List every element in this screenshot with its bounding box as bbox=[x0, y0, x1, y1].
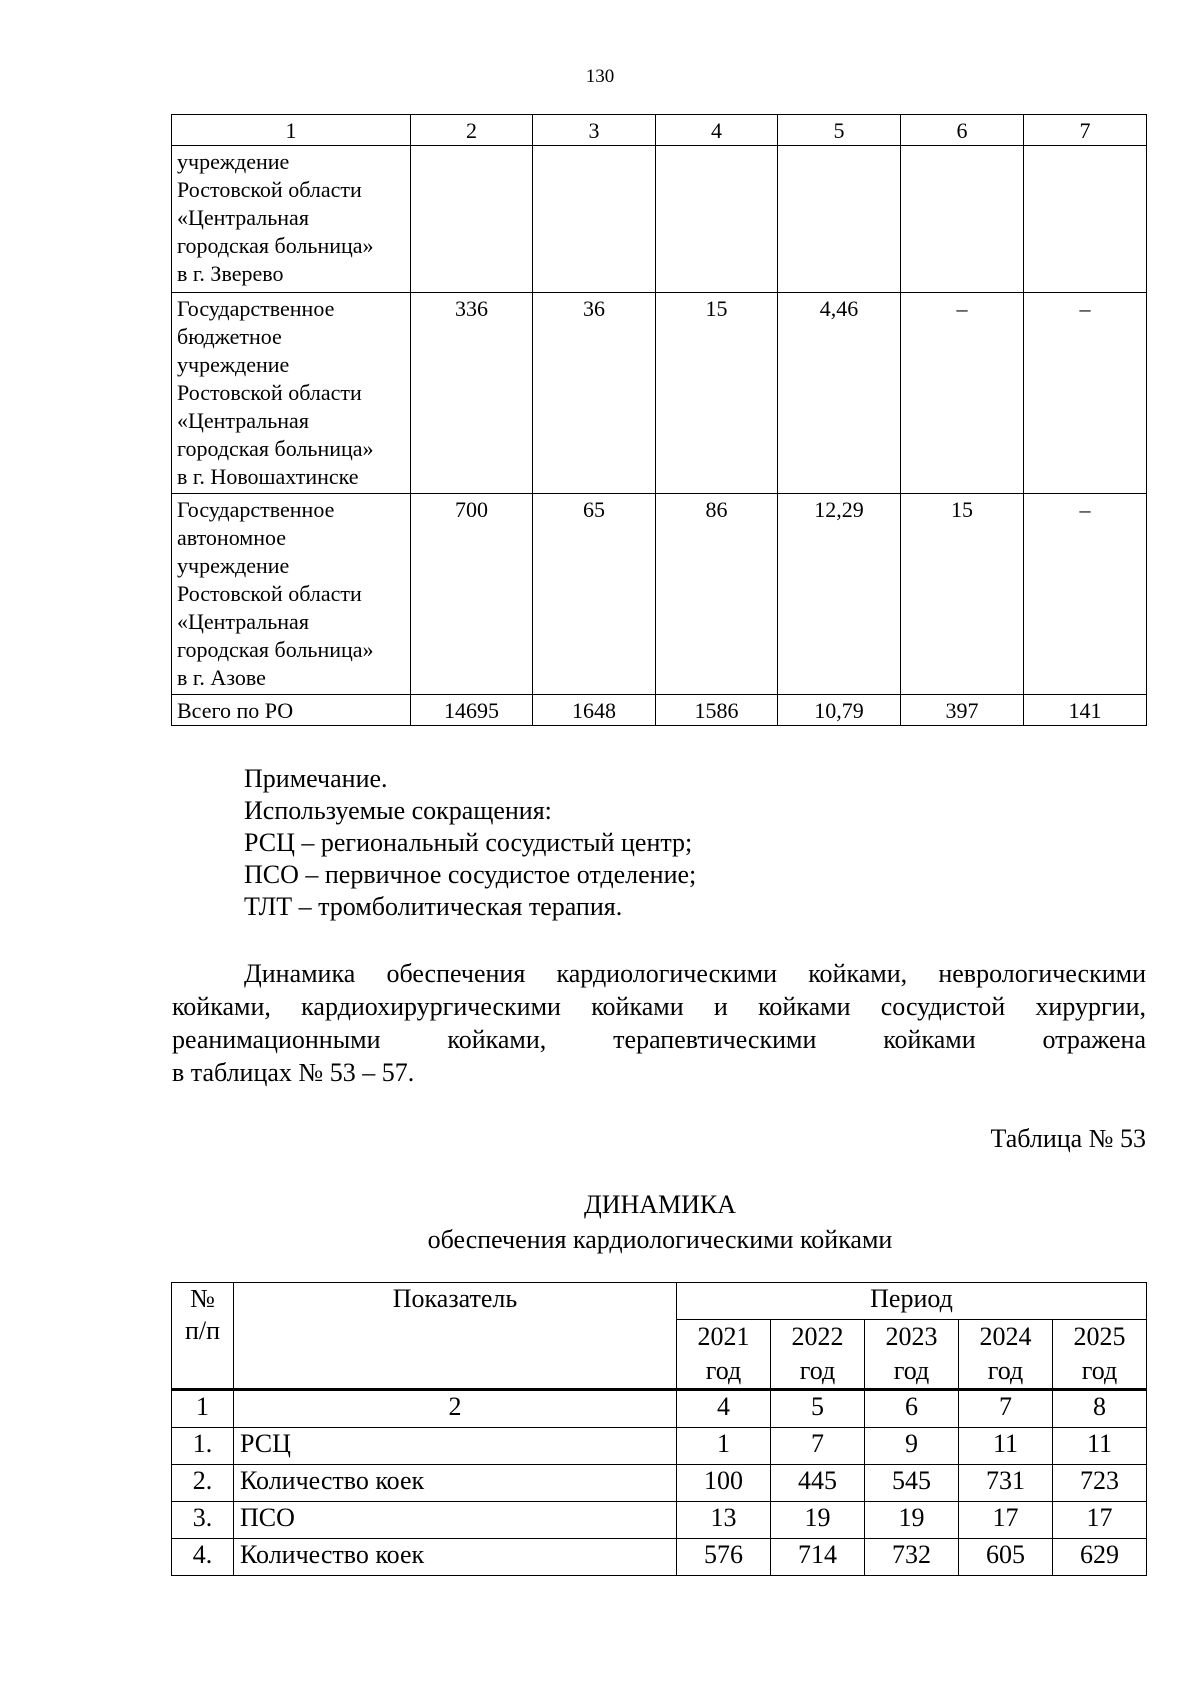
column-number: 1 bbox=[172, 1390, 234, 1428]
table-row bbox=[172, 494, 1147, 695]
institution-name: Государственное автономное учреждение Ростовской области «Центральная городская больница» в г. Азове bbox=[172, 494, 411, 695]
year-header: 2023 год bbox=[865, 1320, 959, 1390]
table-cell: 36 bbox=[533, 293, 656, 494]
table-cell: 19 bbox=[771, 1502, 865, 1539]
table-cell: 17 bbox=[959, 1502, 1053, 1539]
row-number: 4. bbox=[172, 1539, 234, 1576]
table-cell: 65 bbox=[533, 494, 656, 695]
column-number: 2 bbox=[234, 1390, 677, 1428]
table-cell: 100 bbox=[677, 1465, 771, 1502]
table-title: ДИНАМИКА bbox=[583, 1190, 737, 1219]
table-subtitle: обеспечения кардиологическими койками bbox=[427, 1225, 893, 1254]
institution-name: учреждение Ростовской области «Центральная городская больница» в г. Зверево bbox=[172, 146, 411, 293]
table-cell: 1586 bbox=[656, 695, 778, 726]
table-cell bbox=[1024, 146, 1147, 293]
column-number: 1 bbox=[172, 115, 411, 146]
number-column-header: № п/п bbox=[172, 1283, 234, 1390]
table-cell: 397 bbox=[901, 695, 1024, 726]
column-number: 6 bbox=[865, 1390, 959, 1428]
table-cell: 4,46 bbox=[778, 293, 901, 494]
row-number: 2. bbox=[172, 1465, 234, 1502]
total-row bbox=[172, 695, 1147, 726]
table-cell: 731 bbox=[959, 1465, 1053, 1502]
paragraph-line: в таблицах № 53 – 57. bbox=[172, 1058, 415, 1087]
column-number: 5 bbox=[778, 115, 901, 146]
page-number: 130 bbox=[585, 66, 615, 87]
table-cell: 732 bbox=[865, 1539, 959, 1576]
note-line: РСЦ – региональный сосудистый центр; bbox=[244, 828, 693, 857]
table-cell: – bbox=[901, 293, 1024, 494]
table-cell: 15 bbox=[656, 293, 778, 494]
table-cell: 13 bbox=[677, 1502, 771, 1539]
table-cell: 605 bbox=[959, 1539, 1053, 1576]
cardiology-beds-table bbox=[171, 1282, 1147, 1576]
row-number: 1. bbox=[172, 1428, 234, 1465]
table-row bbox=[172, 1465, 1147, 1502]
table-cell: 1 bbox=[677, 1428, 771, 1465]
table-cell: 7 bbox=[771, 1428, 865, 1465]
column-number: 8 bbox=[1053, 1390, 1147, 1428]
note-line: ПСО – первичное сосудистое отделение; bbox=[244, 860, 697, 889]
column-number: 7 bbox=[1024, 115, 1147, 146]
column-number: 7 bbox=[959, 1390, 1053, 1428]
table-cell: 336 bbox=[411, 293, 533, 494]
table-cell: – bbox=[1024, 494, 1147, 695]
table-cell: – bbox=[1024, 293, 1147, 494]
column-number: 6 bbox=[901, 115, 1024, 146]
year-header: 2021 год bbox=[677, 1320, 771, 1390]
table-cell: 545 bbox=[865, 1465, 959, 1502]
table-cell: 86 bbox=[656, 494, 778, 695]
year-header: 2022 год bbox=[771, 1320, 865, 1390]
indicator-column-header: Показатель bbox=[234, 1283, 677, 1390]
table-cell: 17 bbox=[1053, 1502, 1147, 1539]
table-cell: 141 bbox=[1024, 695, 1147, 726]
indicator-name: ПСО bbox=[234, 1502, 677, 1539]
year-header: 2025 год bbox=[1053, 1320, 1147, 1390]
column-number: 5 bbox=[771, 1390, 865, 1428]
table-cell: 629 bbox=[1053, 1539, 1147, 1576]
table-cell: 445 bbox=[771, 1465, 865, 1502]
table-cell: 12,29 bbox=[778, 494, 901, 695]
table-cell: 15 bbox=[901, 494, 1024, 695]
year-header: 2024 год bbox=[959, 1320, 1053, 1390]
indicator-name: РСЦ bbox=[234, 1428, 677, 1465]
table-cell bbox=[901, 146, 1024, 293]
table-caption: Таблица № 53 bbox=[990, 1124, 1146, 1153]
table-cell: 14695 bbox=[411, 695, 533, 726]
paragraph-line: Динамика обеспечения кардиологическими койками, неврологическими bbox=[244, 959, 1146, 988]
table-cell: 714 bbox=[771, 1539, 865, 1576]
institution-name: Государственное бюджетное учреждение Ростовской области «Центральная городская больница» в г. Новошахтинске bbox=[172, 293, 411, 494]
column-number: 4 bbox=[677, 1390, 771, 1428]
column-number: 2 bbox=[411, 115, 533, 146]
note-line: ТЛТ – тромболитическая терапия. bbox=[244, 892, 623, 921]
table-cell: 1648 bbox=[533, 695, 656, 726]
paragraph-line: реанимационными койками, терапевтическими койками отражена bbox=[172, 1025, 1146, 1054]
table-cell: 9 bbox=[865, 1428, 959, 1465]
table-cell bbox=[411, 146, 533, 293]
table-row bbox=[172, 293, 1147, 494]
body-paragraph bbox=[172, 957, 1146, 1089]
table-cell bbox=[778, 146, 901, 293]
table-cell: 576 bbox=[677, 1539, 771, 1576]
note-line: Используемые сокращения: bbox=[244, 796, 552, 825]
table-cell: 19 bbox=[865, 1502, 959, 1539]
table-row bbox=[172, 146, 1147, 293]
period-header: Период bbox=[677, 1283, 1147, 1320]
table-cell: 11 bbox=[959, 1428, 1053, 1465]
table-header-row bbox=[172, 115, 1147, 146]
indicator-name: Количество коек bbox=[234, 1539, 677, 1576]
paragraph-line: койками, кардиохирургическими койками и койками сосудистой хирургии, bbox=[172, 992, 1146, 1021]
table-row bbox=[172, 1539, 1147, 1576]
column-index-row bbox=[172, 1390, 1147, 1428]
table-cell: 10,79 bbox=[778, 695, 901, 726]
column-number: 4 bbox=[656, 115, 778, 146]
table-cell: 723 bbox=[1053, 1465, 1147, 1502]
column-number: 3 bbox=[533, 115, 656, 146]
hospital-table bbox=[171, 114, 1147, 726]
indicator-name: Количество коек bbox=[234, 1465, 677, 1502]
row-number: 3. bbox=[172, 1502, 234, 1539]
table-cell: 11 bbox=[1053, 1428, 1147, 1465]
table-row bbox=[172, 1502, 1147, 1539]
table-header-row bbox=[172, 1283, 1147, 1320]
note-title: Примечание. bbox=[244, 764, 388, 793]
table-cell bbox=[533, 146, 656, 293]
note-block bbox=[244, 763, 696, 923]
table-row bbox=[172, 1428, 1147, 1465]
table-cell: 700 bbox=[411, 494, 533, 695]
total-label: Всего по РО bbox=[172, 695, 411, 726]
table-cell bbox=[656, 146, 778, 293]
